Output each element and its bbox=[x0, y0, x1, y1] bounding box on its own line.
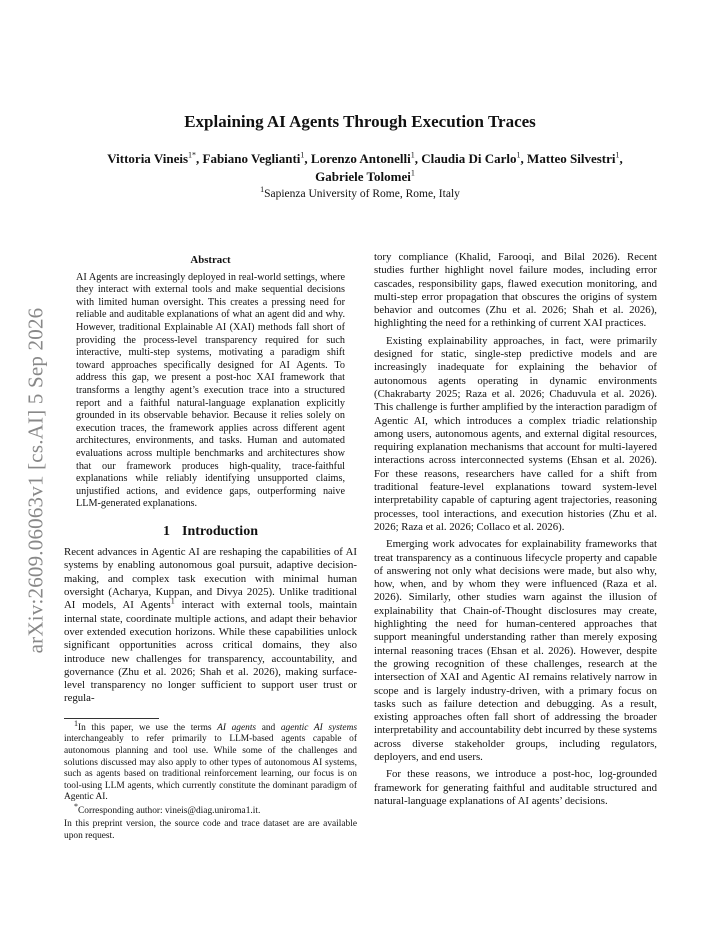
body-paragraph: tory compliance (Khalid, Farooqi, and Bilal 2026). Recent studies further highlight novel failure modes, including error cascades, responsibility gaps, flawed execution monitoring, and multi-step error propagation that obscures the origins of system behavior and outcomes (Zhu et al. 2026; Shah et al. 2026), highlighting the need for a rethinking of current XAI practices. bbox=[374, 251, 657, 330]
abstract bbox=[64, 254, 357, 511]
abstract-text: AI Agents are increasingly deployed in real-world settings, where they interact with external tools and make sequential decisions with limited human oversight. This creates a pressing need for reliable and auditable explanations of what an agent did and why. However, traditional Explainable AI (XAI) methods fall short of providing the process-level transparency required for such interactive, multi-step systems, motivating a paradigm shift toward approaches specifically designed for AI Agents. To address this gap, we present a post-hoc XAI framework that transforms a lengthy agent’s execution trace into a structured report and a faithful natural-language explanation explicitly grounded in its observable behavior. Because it relies solely on execution traces, the framework applies across different agent architectures, environments, and tasks. Human and automated evaluations across multiple benchmarks and architectures show that our framework produces high-quality, trace-faithful explanations while reliably identifying unsupported claims, unjustified actions, and evidence gaps, outperforming naive LLM-generated explanations. bbox=[76, 271, 345, 510]
paper-title: Explaining AI Agents Through Execution Traces bbox=[184, 112, 536, 131]
arxiv-id-text: arXiv:2609.06063v1 [cs.AI] 5 Sep 2026 bbox=[23, 307, 48, 653]
abstract-heading: Abstract bbox=[190, 254, 231, 266]
author: Lorenzo Antonelli$^1$, bbox=[310, 150, 422, 166]
author: Fabiano Veglianti$^1$, bbox=[202, 150, 311, 166]
author: Vittoria Vineis$^{1*}$, bbox=[107, 150, 203, 166]
body-paragraph: Existing explainability approaches, in fact, were primarily designed for static, single-step predictive models and are increasingly inadequate for explaining the behavior of autonomous agents operating in dynamic environments (Chakrabarty 2025; Raza et al. 2026; Chaduvula et al. 2026). This challenge is further amplified by the interaction paradigm of Agentic AI, which introduces a complex triadic relationship among users, autonomous agents, and external digital resources, requiring explanation mechanisms that account for multi-layered interactions across interconnected systems (Ehsan et al. 2026). For these reasons, researchers have called for a shift from traditional feature-level explanations toward system-level interpretability capable of capturing agent trajectories, reasoning processes, tool interactions, and execution histories (Zhu et al. 2026; Raza et al. 2026; Collaco et al. 2026). bbox=[374, 334, 657, 533]
affiliation: $^1$Sapienza University of Rome, Rome, Italy bbox=[260, 185, 460, 200]
body-paragraph: For these reasons, we introduce a post-hoc, log-grounded framework for generating faithful and auditable structured and natural-language explanations of AI agents’ decisions. bbox=[374, 768, 657, 807]
author: Gabriele Tolomei$^1$ bbox=[315, 168, 415, 184]
author-list bbox=[70, 150, 660, 186]
left-column bbox=[64, 254, 357, 843]
body-paragraph: Emerging work advocates for explainability frameworks that treat transparency as a continuous lifecycle property and capable of answering not only what decisions were made, but also why, how, when, and by whom they were influenced (Raza et al. 2026). Similarly, other studies warn against the illusion of explainability that Chain-of-Thought disclosures may create, highlighting the need for human-centered approaches that support meaningful understanding rather than merely exposing internal reasoning traces (Ehsan et al. 2026). However, despite the growing recognition of these challenges, research at the intersection of XAI and Agentic AI remains relatively narrow in scope and is largely industry-driven, with a primary focus on tasks such as failure detection and debugging. As a result, existing approaches often fall short of addressing the broader interpretability and accountability debt incurred by these systems across diverse stakeholder groups, including regulators, deployers, and end users. bbox=[374, 538, 657, 763]
intro-paragraph: Recent advances in Agentic AI are reshaping the capabilities of AI systems by enabling autonomous goal pursuit, adaptive decision-making, and complex task execution with minimal human oversight (Acharya, Kuppan, and Divya 2025). Unlike traditional AI models, AI Agents$^1$ interact with external tools, maintain internal state, coordinate multiple actions, and adapt their behavior over extended execution horizons. While these capabilities unlock significant opportunities across critical domains, they also introduce new challenges for transparency, accountability, and governance (Zhu et al. 2026; Shah et al. 2026), making surface-level transparency no longer sufficient to support user trust or regula- bbox=[64, 546, 358, 705]
right-column bbox=[374, 251, 657, 808]
footnote-preprint: In this preprint version, the source code and trace dataset are are available upon request. bbox=[64, 819, 357, 842]
author: Matteo Silvestri$^1$, bbox=[527, 150, 623, 166]
author: Claudia Di Carlo$^1$, bbox=[421, 150, 528, 166]
section-heading: 1 Introduction bbox=[163, 523, 258, 539]
footnote-1: $^1$In this paper, we use the terms AI agents and agentic AI systems interchangeably to refer primarily to LLM-based agents capable of autonomous planning and tool use. While some of the challenges and solutions discussed may also apply to other types of autonomous AI systems, such as agents based on traditional reinforcement learning, our focus is on tool-using LLM agents, which currently constitute the dominant paradigm of Agentic AI. bbox=[64, 718, 357, 803]
footnote-rule bbox=[64, 718, 159, 719]
footnote-corresponding: *Corresponding author: vineis@diag.uniroma1.it. bbox=[74, 801, 261, 816]
arxiv-identifier bbox=[16, 270, 56, 690]
